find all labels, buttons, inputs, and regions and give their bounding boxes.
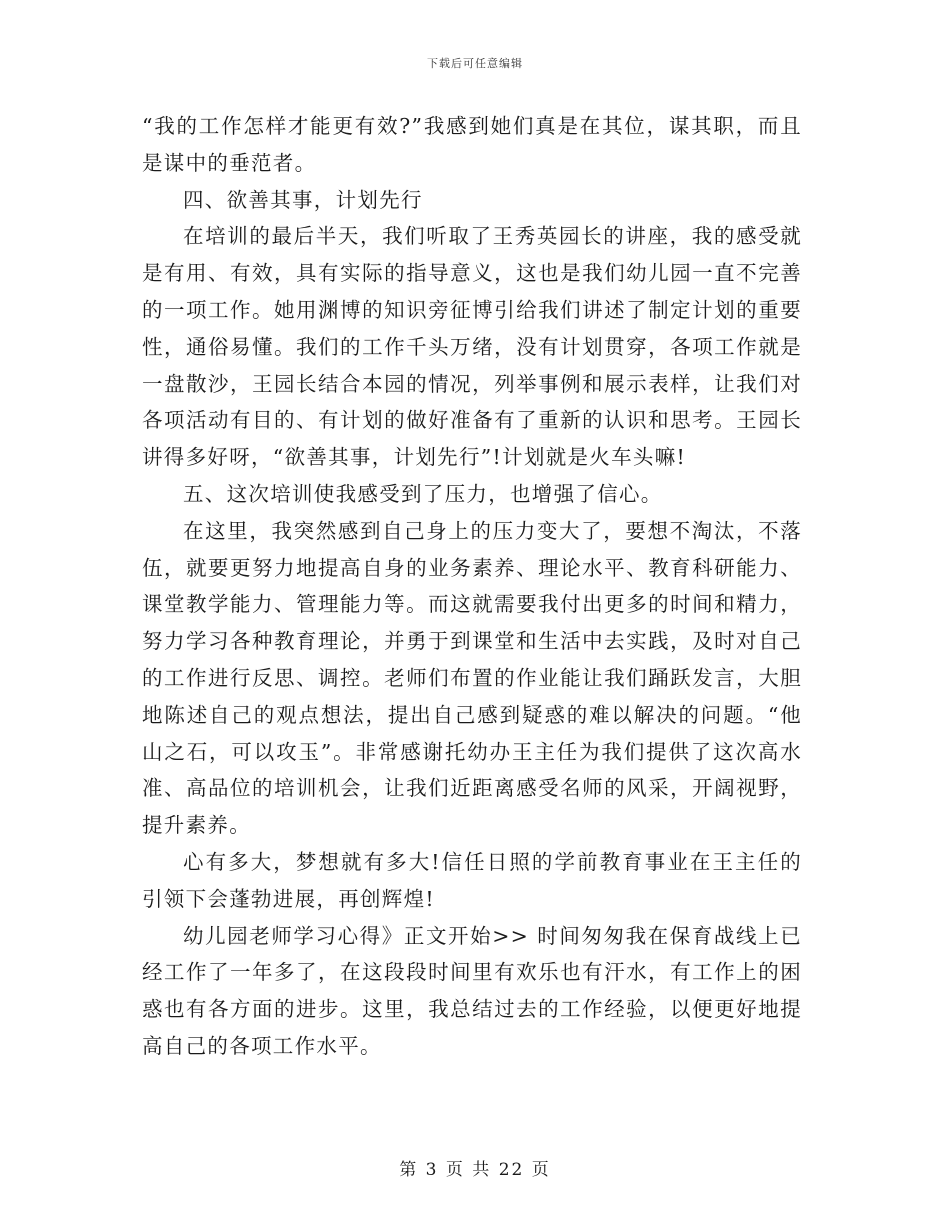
paragraph-6: 心有多大，梦想就有多大!信任日照的学前教育事业在王主任的引领下会蓬勃进展，再创辉煌!: [142, 849, 802, 911]
paragraph-7: 幼儿园老师学习心得》正文开始>> 时间匆匆我在保育战线上已经工作了一年多了，在这段段时间里有欢乐也有汗水，有工作上的困惑也有各方面的进步。这里，我总结过去的工作经验，以便更好地提高自己的各项工作水平。: [142, 923, 802, 1058]
document-body: [142, 108, 802, 1065]
paragraph-1: “我的工作怎样才能更有效?”我感到她们真是在其位，谋其职，而且是谋中的垂范者。: [142, 114, 802, 175]
page-number: 第 3 页 共 22 页: [399, 1160, 551, 1180]
section-heading-5: 五、这次培训使我感受到了压力，也增强了信心。: [183, 481, 663, 506]
header-note: 下载后可任意编辑: [427, 57, 523, 70]
paragraph-5: 在这里，我突然感到自己身上的压力变大了，要想不淘汰，不落伍，就要更努力地提高自身的业务素养、理论水平、教育科研能力、课堂教学能力、管理能力等。而这就需要我付出更多的时间和精力，努力学习各种教育理论，并勇于到课堂和生活中去实践，及时对自己的工作进行反思、调控。老师们布置的作业能让我们踊跃发言，大胆地陈述自己的观点想法，提出自己感到疑惑的难以解决的问题。“他山之石，可以攻玉”。非常感谢托幼办王主任为我们提供了这次高水准、高品位的培训机会，让我们近距离感受名师的风采，开阔视野，提升素养。: [142, 518, 802, 838]
paragraph-3: 在培训的最后半天，我们听取了王秀英园长的讲座，我的感受就是有用、有效，具有实际的指导意义，这也是我们幼儿园一直不完善的一项工作。她用渊博的知识旁征博引给我们讲述了制定计划的重要性，通俗易懂。我们的工作千头万绪，没有计划贯穿，各项工作就是一盘散沙，王园长结合本园的情况，列举事例和展示表样，让我们对各项活动有目的、有计划的做好准备有了重新的认识和思考。王园长讲得多好呀，“欲善其事，计划先行”!计划就是火车头嘛!: [142, 224, 802, 470]
section-heading-4: 四、欲善其事，计划先行: [183, 187, 423, 212]
